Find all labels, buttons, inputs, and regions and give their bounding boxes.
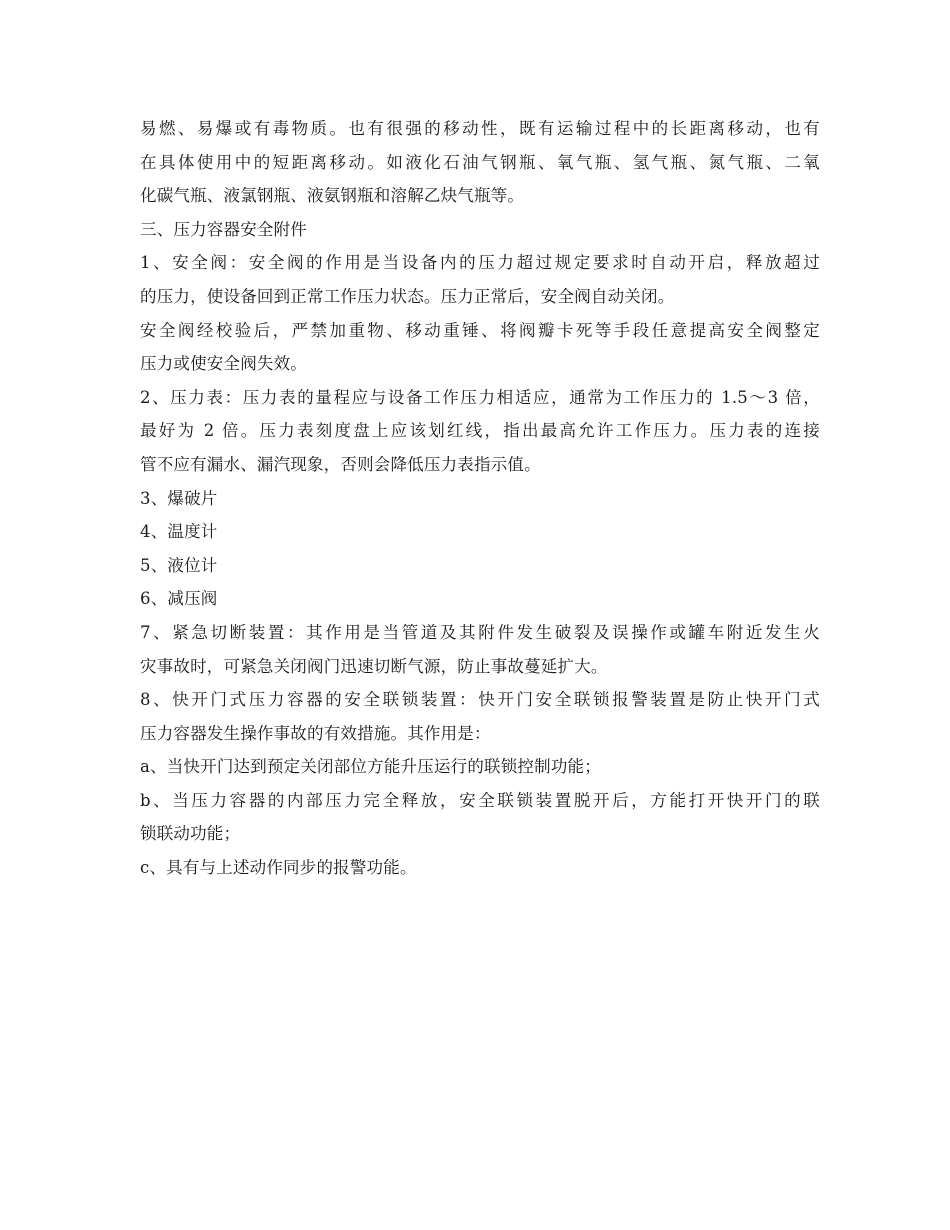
text-line: 易燃、易爆或有毒物质。也有很强的移动性，既有运输过程中的长距离移动，也有 [140, 119, 820, 138]
text-line: a、当快开门达到预定关闭部位方能升压运行的联锁控制功能； [140, 757, 601, 777]
text-line: 化碳气瓶、液氯钢瓶、液氨钢瓶和溶解乙炔气瓶等。 [140, 186, 525, 206]
text-line: 压力容器发生操作事故的有效措施。其作用是： [140, 723, 491, 743]
text-line: 8、快开门式压力容器的安全联锁装置：快开门安全联锁报警装置是防止快开门式 [140, 690, 820, 710]
text-line: c、具有与上述动作同步的报警功能。 [140, 858, 417, 878]
text-line: 灾事故时，可紧急关闭阀门迅速切断气源，防止事故蔓延扩大。 [140, 656, 608, 676]
document-body [140, 112, 820, 885]
text-line: 7、紧急切断装置：其作用是当管道及其附件发生破裂及误操作或罐车附近发生火 [140, 622, 820, 642]
text-line: 在具体使用中的短距离移动。如液化石油气钢瓶、氧气瓶、氢气瓶、氮气瓶、二氧 [140, 152, 820, 172]
text-line: 三、压力容器安全附件 [140, 219, 307, 239]
text-line: 3、爆破片 [140, 488, 218, 508]
text-line: 的压力，使设备回到正常工作压力状态。压力正常后，安全阀自动关闭。 [140, 286, 675, 306]
text-line: 压力或使安全阀失效。 [140, 354, 307, 374]
text-line: 1、安全阀：安全阀的作用是当设备内的压力超过规定要求时自动开启，释放超过 [140, 253, 820, 273]
text-line: 管不应有漏水、漏汽现象，否则会降低压力表指示值。 [140, 454, 541, 474]
text-line: 2、压力表：压力表的量程应与设备工作压力相适应，通常为工作压力的 1.5～3 倍， [140, 387, 820, 407]
text-line: 5、液位计 [140, 555, 218, 575]
text-line: 锁联动功能； [140, 824, 241, 844]
text-line: 4、温度计 [140, 522, 218, 542]
text-line: 最好为 2 倍。压力表刻度盘上应该划红线，指出最高允许工作压力。压力表的连接 [140, 421, 820, 441]
text-line: 6、减压阀 [140, 589, 218, 609]
text-line: b、当压力容器的内部压力完全释放，安全联锁装置脱开后，方能打开快开门的联 [140, 790, 820, 810]
text-line: 安全阀经校验后，严禁加重物、移动重锤、将阀瓣卡死等手段任意提高安全阀整定 [140, 320, 820, 340]
